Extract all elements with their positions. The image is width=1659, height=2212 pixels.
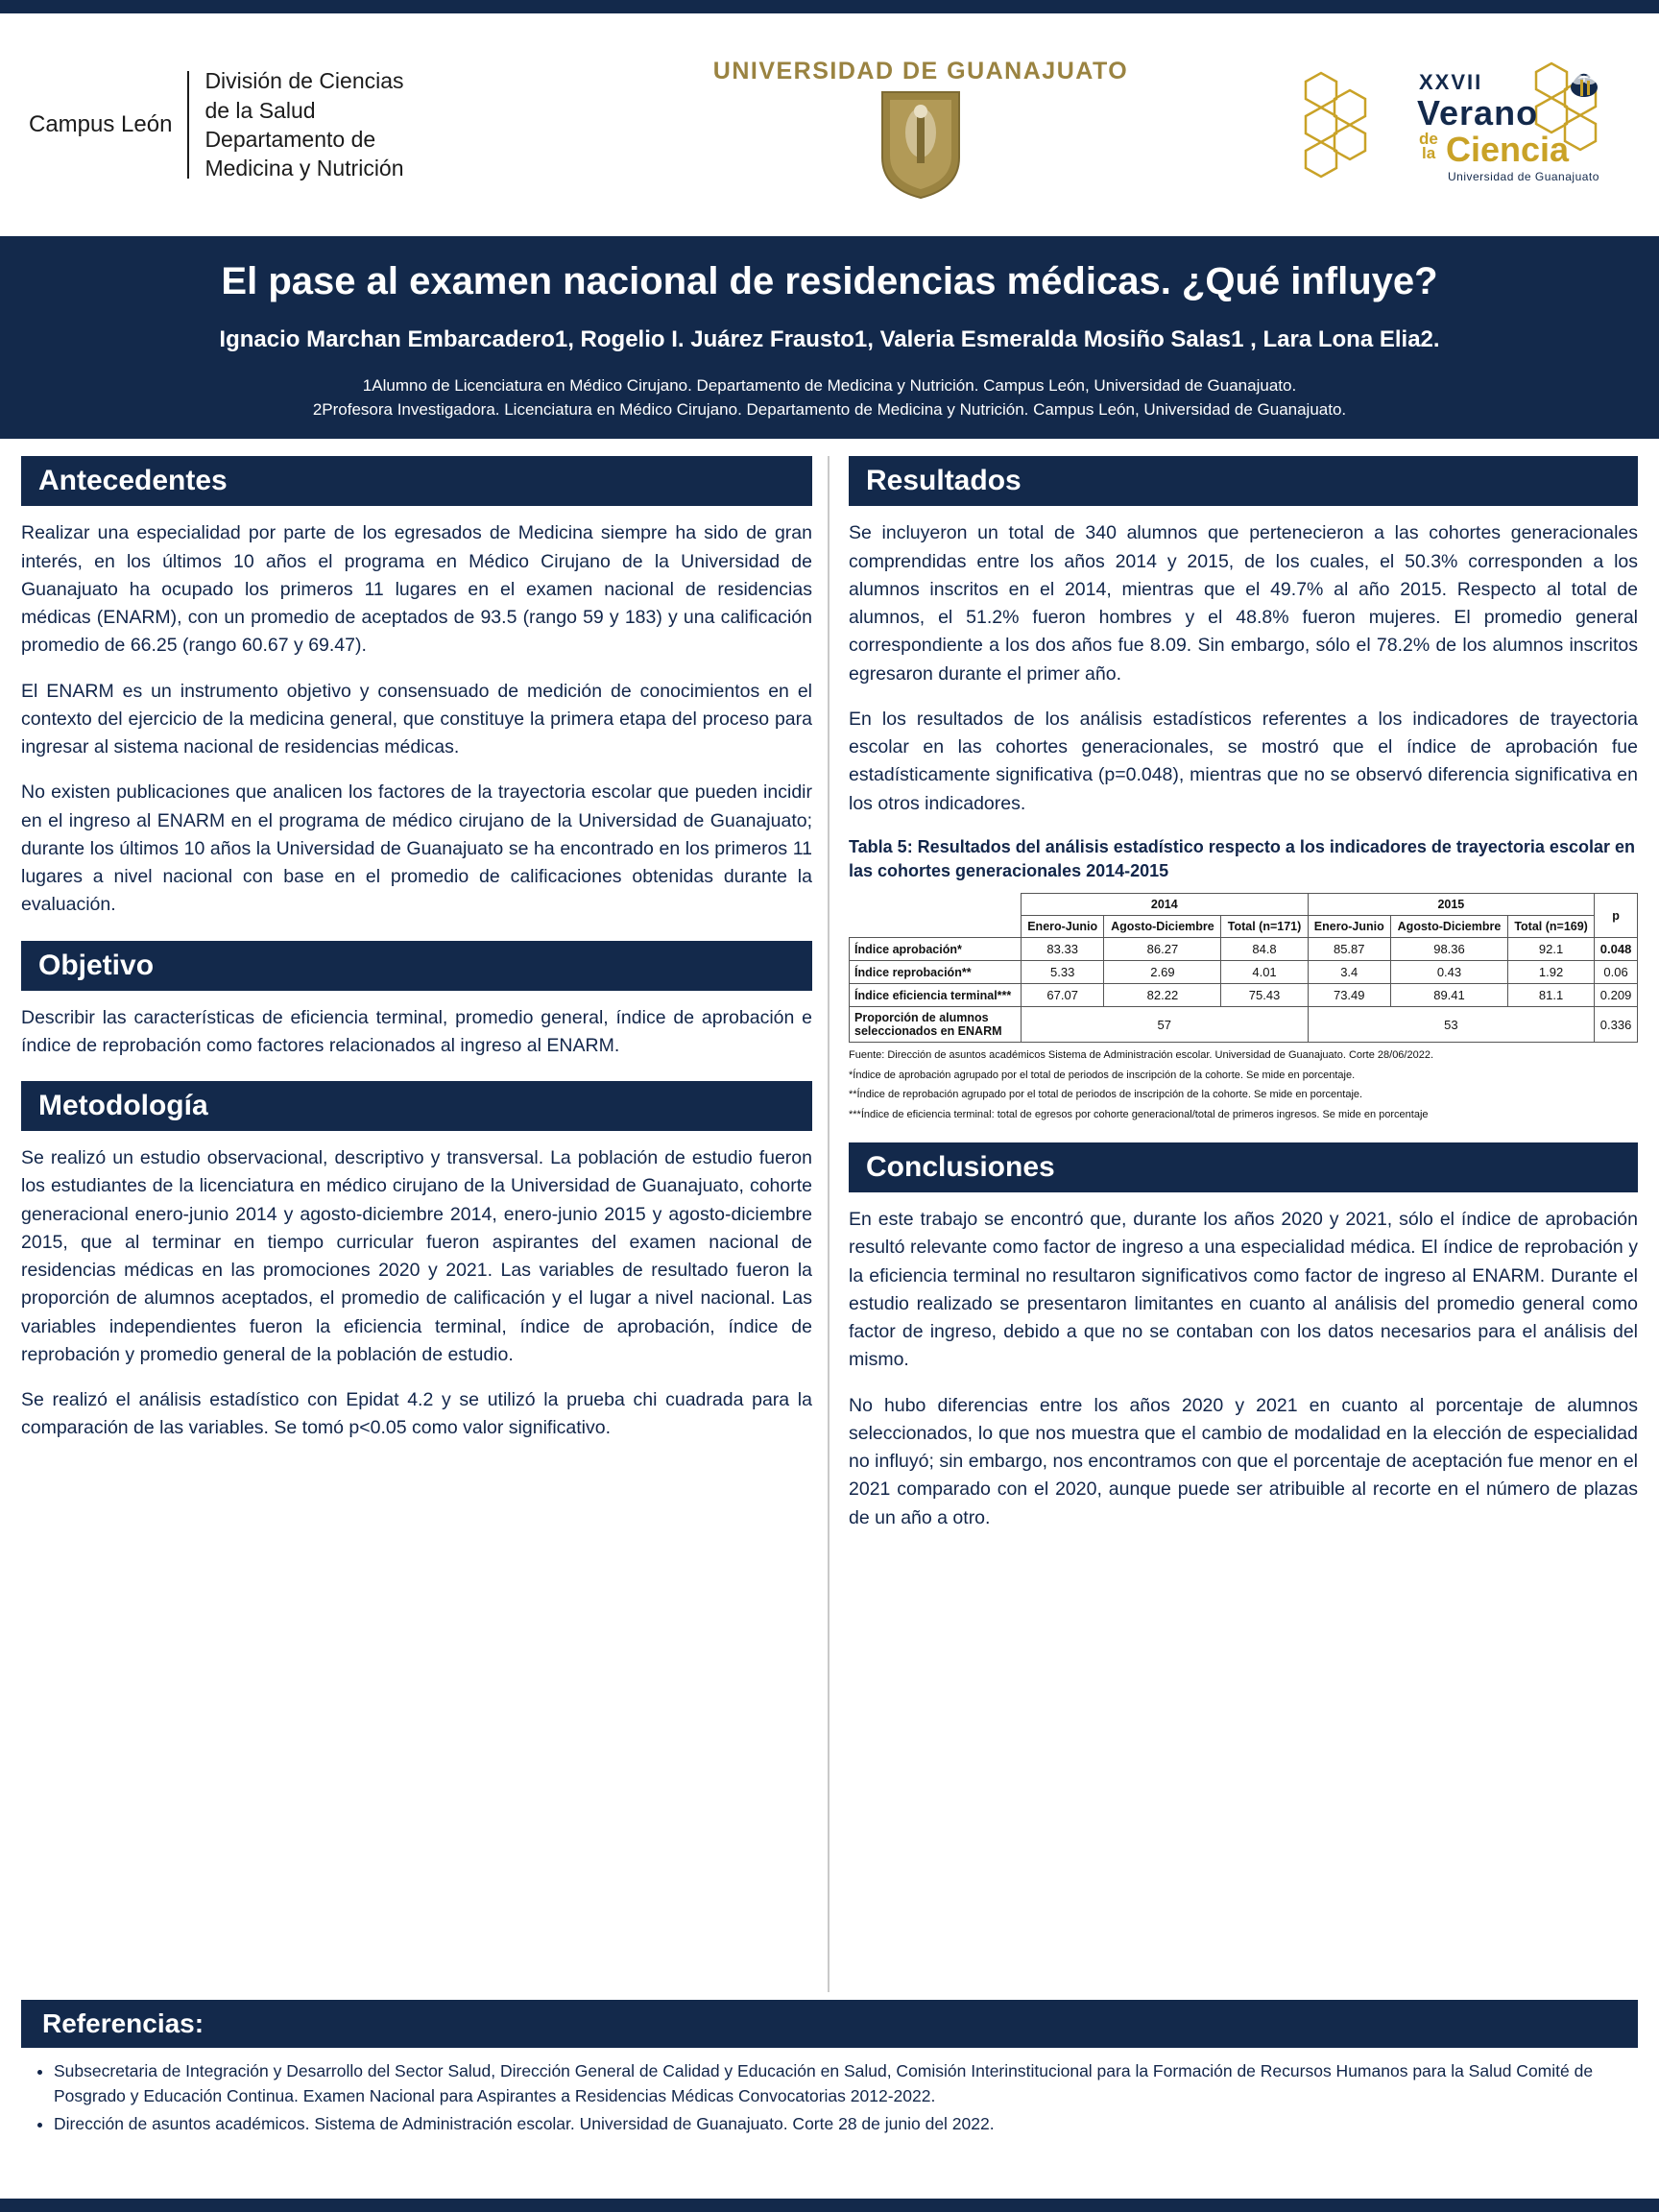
header-right-block [1217,53,1630,197]
section-heading-conclusiones: Conclusiones [849,1142,1638,1192]
table-group-2015: 2015 [1308,894,1595,916]
cell-reprobacion-2014-ej: 5.33 [1022,961,1104,984]
table-row [850,1007,1638,1043]
conclusiones-paragraph-2: No hubo diferencias entre los años 2020 y 2021 en cuanto al porcentaje de alumnos seleccionados, lo que nos muestra que el cambio de modalidad en la elección de especialidad no influyó; sin embargo, nos encontramos con que el porcentaje de aceptación fue menor en el 2021 comparado con el 2020, aunque puede ser atribuible al recorte en el número de plazas de un año a otro. [849,1394,1638,1528]
cell-eficiencia-2014-ad: 82.22 [1104,984,1221,1007]
table-group-2014: 2014 [1022,894,1309,916]
table-header-2014-ad: Agosto-Diciembre [1104,916,1221,938]
cell-eficiencia-2015-ad: 89.41 [1390,984,1507,1007]
cell-proporcion-2015: 53 [1308,1007,1595,1043]
title-band [0,236,1659,439]
table-row [850,938,1638,961]
antecedentes-paragraph-2: El ENARM es un instrumento objetivo y consensuado de medición de conocimientos en el contexto del ejercicio de la medicina general, que constituye la primera etapa del proceso para ingresar al sistema nacional de residencias médicas. [21,680,812,758]
table-header-2014-total: Total (n=171) [1221,916,1308,938]
verano-ciencia-logo [1285,53,1630,197]
table-corner-cell [850,894,1022,916]
poster-body [0,439,1659,1992]
cell-eficiencia-2015-total: 81.1 [1508,984,1595,1007]
row-label-proporcion: Proporción de alumnos seleccionados en ENARM [850,1007,1022,1043]
cell-eficiencia-2015-ej: 73.49 [1308,984,1390,1007]
university-name: UNIVERSIDAD DE GUANAJUATO [712,57,1129,84]
table-caption: Tabla 5: Resultados del análisis estadístico respecto a los indicadores de trayectoria escolar en las cohortes generacionales 2014-2015 [849,836,1635,880]
page-title: El pase al examen nacional de residencias médicas. ¿Qué influye? [221,260,1438,302]
affiliation-2: 2Profesora Investigadora. Licenciatura en Médico Cirujano. Departamento de Medicina y Nutrición. Campus León, Universidad de Guanajuato. [312,399,1347,419]
cell-eficiencia-2014-total: 75.43 [1221,984,1308,1007]
cell-aprobacion-2015-ad: 98.36 [1390,938,1507,961]
header-center-block [624,48,1217,203]
table-header-p: p [1595,894,1638,938]
cell-proporcion-p: 0.336 [1595,1007,1638,1043]
bottom-band [0,2199,1659,2212]
section-heading-resultados: Resultados [849,456,1638,506]
section-heading-antecedentes: Antecedentes [21,456,812,506]
verano-label: Verano [1417,93,1539,132]
cell-proporcion-2014: 57 [1022,1007,1309,1043]
row-label-eficiencia: Índice eficiencia terminal*** [850,984,1022,1007]
la-label: la [1422,144,1436,162]
department-line-4: Medicina y Nutrición [204,156,404,181]
cell-reprobacion-2015-ad: 0.43 [1390,961,1507,984]
edition-label: XXVII [1419,70,1483,94]
section-heading-metodologia: Metodología [21,1081,812,1131]
row-label-reprobacion: Índice reprobación** [850,961,1022,984]
cell-aprobacion-2015-ej: 85.87 [1308,938,1390,961]
table-note-1: *Índice de aprobación agrupado por el total de periodos de inscripción de la cohorte. Se mide en porcentaje. [849,1069,1356,1081]
table-header-2015-total: Total (n=169) [1508,916,1595,938]
cell-aprobacion-2014-ad: 86.27 [1104,938,1221,961]
cell-eficiencia-2014-ej: 67.07 [1022,984,1104,1007]
cell-reprobacion-2015-ej: 3.4 [1308,961,1390,984]
cell-eficiencia-p: 0.209 [1595,984,1638,1007]
cell-reprobacion-2014-total: 4.01 [1221,961,1308,984]
cell-aprobacion-2014-total: 84.8 [1221,938,1308,961]
row-label-aprobacion: Índice aprobación* [850,938,1022,961]
header-divider [187,71,189,179]
department-block [204,66,403,182]
list-item: • Subsecretaria de Integración y Desarrollo del Sector Salud, Dirección General de Calidad y Educación en Salud, Comisión Interinstitucional para la Formación de Recursos Humanos para la Salud Comité de Posgrado y Educación Continua. Examen Nacional para Aspirantes a Residencias Médicas Convocatorias 2012-2022. [54,2059,1621,2108]
cell-reprobacion-2014-ad: 2.69 [1104,961,1221,984]
table-header-blank [850,916,1022,938]
header-left-block [29,66,624,182]
conclusiones-paragraph-1: En este trabajo se encontró que, durante los años 2020 y 2021, sólo el índice de aprobación resultó relevante como factor de ingreso a una especialidad médica. El índice de reprobación y la eficiencia terminal no resultaron significativos como factor de ingreso al ENARM. Durante el estudio realizado se presentaron limitantes en cuanto al análisis del promedio general como factor de ingreso, debido a que no se contaban con los datos necesarios para el análisis del mismo. [849,1209,1638,1371]
table-header-2014-ej: Enero-Junio [1022,916,1104,938]
ug-shield-icon [875,88,967,202]
section-heading-objetivo: Objetivo [21,941,812,991]
ciencia-label: Ciencia [1446,130,1570,169]
cell-aprobacion-2014-ej: 83.33 [1022,938,1104,961]
antecedentes-paragraph-1: Realizar una especialidad por parte de los egresados de Medicina siempre ha sido de gran interés, en los últimos 10 años el programa en Médico Cirujano de la Universidad de Guanajuato ha ocupado los primeros 11 lugares en el examen nacional de residencias médicas (ENARM), con un promedio de aceptados de 93.5 (rango 59 y 183) y una calificación promedio de 66.25 (rango 60.67 y 69.47). [21,522,812,657]
right-column [830,456,1638,1992]
cell-aprobacion-p: 0.048 [1595,938,1638,961]
metodologia-paragraph-2: Se realizó el análisis estadístico con Epidat 4.2 y se utilizó la prueba chi cuadrada para la comparación de las variables. Se tomó p<0.05 como valor significativo. [21,1389,812,1439]
table-header-2015-ej: Enero-Junio [1308,916,1390,938]
cell-reprobacion-2015-total: 1.92 [1508,961,1595,984]
table-note-3: ***Índice de eficiencia terminal: total de egresos por cohorte generacional/total de primeros ingresos. Se mide en porcentaje [849,1108,1429,1120]
de-label: de [1419,130,1438,148]
list-item: • Dirección de asuntos académicos. Sistema de Administración escolar. Universidad de Guanajuato. Corte 28 de junio del 2022. [54,2112,1621,2136]
metodologia-paragraph-1: Se realizó un estudio observacional, descriptivo y transversal. La población de estudio fueron los estudiantes de la licenciatura en médico cirujano de la Universidad de Guanajuato, cohorte generacional enero-junio 2014 y agosto-diciembre 2014, enero-junio 2015 y agosto-diciembre 2015, que al terminar en tiempo curricular fueron aspirantes del examen nacional de residencias médicas en las promociones 2020 y 2021. Las variables de resultado fueron la proporción de alumnos aceptados, el promedio de calificación y el lugar a nivel nacional. Las variables independientes fueron la eficiencia terminal, índice de aprobación, índice de reprobación y promedio general de la población de estudio. [21,1147,812,1365]
department-line-3: Departamento de [204,127,376,152]
table-row [850,961,1638,984]
antecedentes-paragraph-3: No existen publicaciones que analicen los factores de la trayectoria escolar que pueden incidir en el ingreso al ENARM en el programa de médico cirujano de la Universidad de Guanajuato; durante los últimos 10 años la Universidad de Guanajuato se ha encontrado en los primeros 11 lugares a nivel nacional con base en el promedio de calificaciones obtenidas durante la evaluación. [21,781,812,916]
event-subtitle: Universidad de Guanajuato [1448,170,1599,183]
resultados-paragraph-1: Se incluyeron un total de 340 alumnos que pertenecieron a las cohortes generacionales comprendidas entre los años 2014 y 2015, de los cuales, el 50.3% corresponden a los alumnos inscritos en el 2014, mientras que el 49.7% al año 2015. Respecto al total de alumnos, el 51.2% fueron hombres y el 48.8% fueron mujeres. El promedio general correspondiente a los dos años fue 8.09. Sin embargo, sólo el 78.2% de los alumnos inscritos egresaron durante el primer año. [849,522,1638,685]
results-table [849,893,1638,1043]
table-note-source: Fuente: Dirección de asuntos académicos Sistema de Administración escolar. Universidad de Guanajuato. Corte 28/06/2022. [849,1049,1434,1062]
section-heading-referencias: Referencias: [21,2000,1638,2048]
table-group-header-row [850,894,1638,916]
table-note-2: **Índice de reprobación agrupado por el total de periodos de inscripción de la cohorte. Se mide en porcentaje. [849,1089,1363,1101]
table-row [850,984,1638,1007]
department-line-1: División de Ciencias [204,68,404,94]
cell-reprobacion-p: 0.06 [1595,961,1638,984]
table-header-row [850,916,1638,938]
authors-list: Ignacio Marchan Embarcadero1, Rogelio I. Juárez Frausto1, Valeria Esmeralda Mosiño Salas1 , Lara Lona Elia2. [219,326,1440,352]
cell-aprobacion-2015-total: 92.1 [1508,938,1595,961]
affiliation-1: 1Alumno de Licenciatura en Médico Cirujano. Departamento de Medicina y Nutrición. Campus León, Universidad de Guanajuato. [362,376,1297,395]
poster-header [0,13,1659,236]
objetivo-paragraph-1: Describir las características de eficiencia terminal, promedio general, índice de aprobación e índice de reprobación como factores relacionados al ingreso al ENARM. [21,1006,812,1056]
campus-label: Campus León [29,111,173,137]
department-line-2: de la Salud [204,97,316,123]
references-list [54,2059,1621,2136]
left-column [21,456,830,1992]
table-header-2015-ad: Agosto-Diciembre [1390,916,1507,938]
resultados-paragraph-2: En los resultados de los análisis estadísticos referentes a los indicadores de trayectoria escolar en las cohortes generacionales, se mostró que el índice de aprobación fue estadísticamente significativa (p=0.048), mientras que no se observó diferencia significativa en los otros indicadores. [849,708,1638,814]
bee-icon [1571,75,1598,97]
